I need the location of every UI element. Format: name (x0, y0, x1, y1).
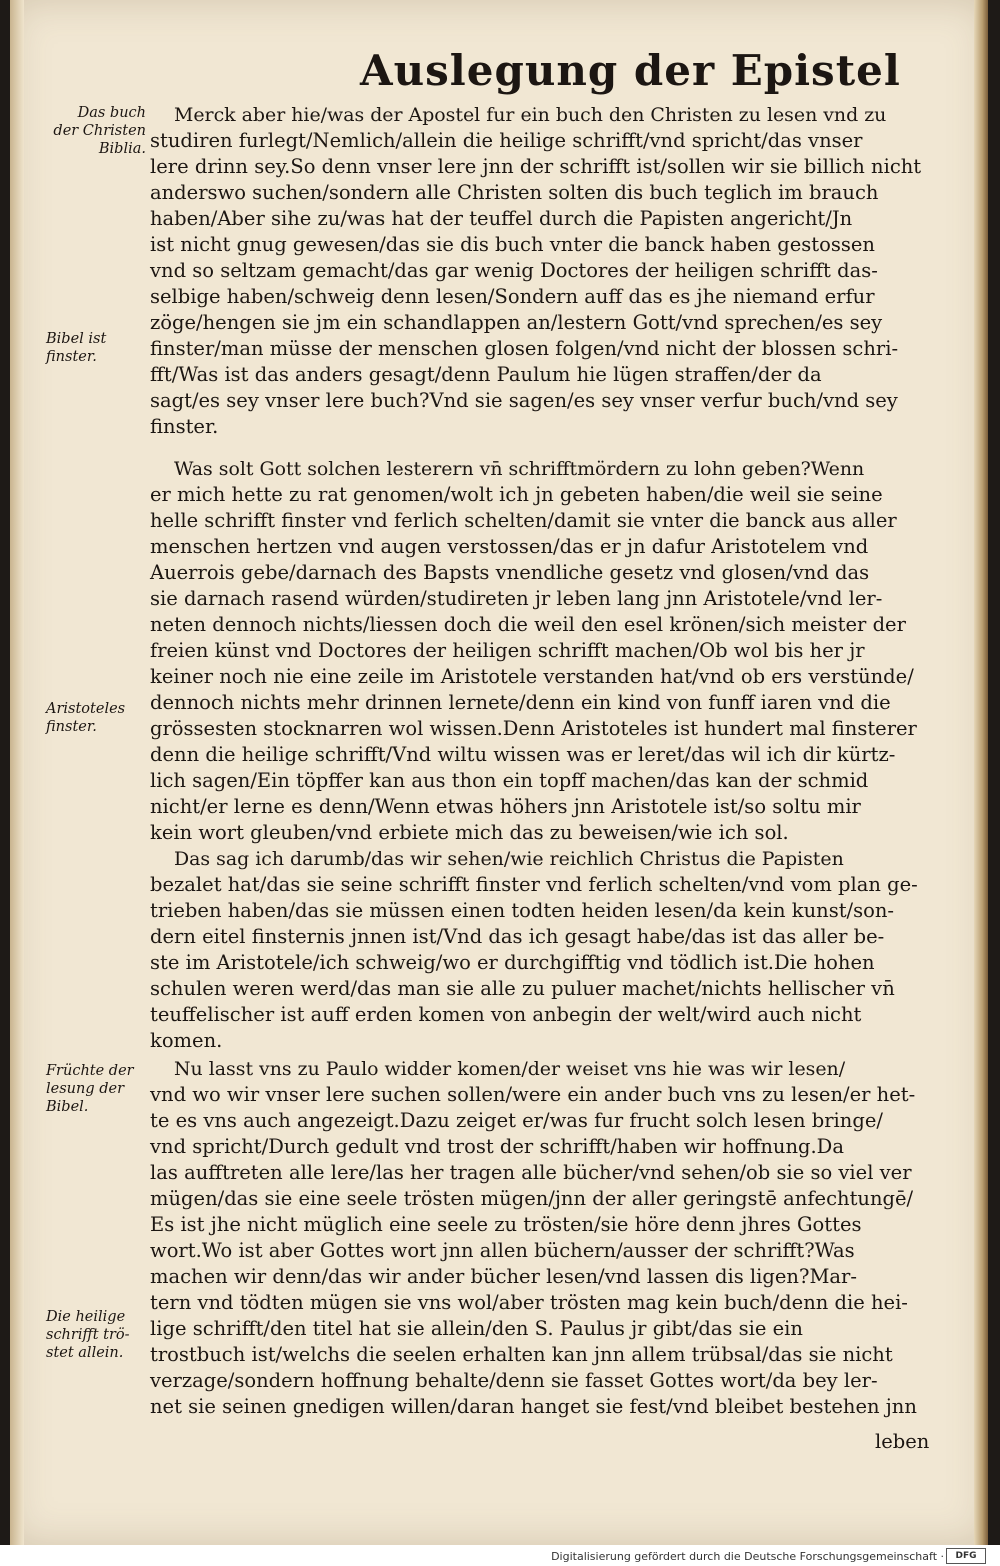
sidenote-aristotle (46, 700, 146, 736)
text-line: bezalet hat/das sie seine schrifft finster vnd ferlich schelten/vnd vom plan ge- (150, 873, 918, 896)
text-line: verzage/sondern hoffnung behalte/denn sie fasset Gottes wort/da bey ler- (150, 1369, 878, 1392)
text-line: finster. (150, 415, 219, 438)
text-line: schulen weren werd/das man sie alle zu puluer machet/nichts hellischer vn̄ (150, 977, 895, 1000)
text-line: keiner noch nie eine zeile im Aristotele verstanden hat/vnd ob ers verstünde/ (150, 665, 914, 688)
paragraph (150, 1056, 955, 1420)
text-line: vnd spricht/Durch gedult vnd trost der schrifft/haben wir hoffnung.Da (150, 1135, 844, 1158)
sidenote-line: Die heilige (46, 1309, 126, 1325)
sidenote-line: stet allein. (46, 1345, 124, 1361)
text-line: dern eitel finsternis jnnen ist/Vnd das ich gesagt habe/das ist das aller be- (150, 925, 885, 948)
page-gutter (10, 0, 24, 1545)
text-line: freien künst vnd Doctores der heiligen schrifft machen/Ob wol bis her jr (150, 639, 865, 662)
text-line: studiren furlegt/Nemlich/allein die heilige schrifft/vnd spricht/das vnser (150, 129, 863, 152)
text-line: machen wir denn/das wir ander bücher lesen/vnd lassen dis ligen?Mar- (150, 1265, 857, 1288)
text-line: haben/Aber sihe zu/was hat der teuffel durch die Papisten angericht/Jn (150, 207, 853, 230)
text-line: grössesten stocknarren wol wissen.Denn Aristoteles ist hundert mal finsterer (150, 717, 917, 740)
text-line: lige schrifft/den titel hat sie allein/den S. Paulus jr gibt/das sie ein (150, 1317, 803, 1340)
text-line: zöge/hengen sie jm ein schandlappen an/lestern Gott/vnd sprechen/es sey (150, 311, 883, 334)
sidenote-line: schrifft trö- (46, 1327, 130, 1343)
text-line: fft/Was ist das anders gesagt/denn Paulum hie lügen straffen/der da (150, 363, 822, 386)
text-line: finster/man müsse der menschen glosen folgen/vnd nicht der blossen schri- (150, 337, 899, 360)
text-line: sie darnach rasend würden/studireten jr leben lang jnn Aristotele/vnd ler- (150, 587, 883, 610)
sidenote-consolation (46, 1308, 146, 1362)
text-line: wort.Wo ist aber Gottes wort jnn allen büchern/ausser der schrifft?Was (150, 1239, 855, 1262)
text-line: Es ist jhe nicht müglich eine seele zu trösten/sie höre denn jhres Gottes (150, 1213, 862, 1236)
text-line: te es vns auch angezeigt.Dazu zeiget er/was fur frucht solch lesen bringe/ (150, 1109, 883, 1132)
text-line: vnd wo wir vnser lere suchen sollen/were ein ander buch vns zu lesen/er het- (150, 1083, 916, 1106)
text-line: net sie seinen gnedigen willen/daran hanget sie fest/vnd bleibet bestehen jnn (150, 1395, 917, 1418)
text-line: Was solt Gott solchen lesterern vn̄ schrifftmördern zu lohn geben?Wenn (174, 458, 865, 480)
text-line: er mich hette zu rat genomen/wolt ich jn gebeten haben/die weil sie seine (150, 483, 883, 506)
sidenote-line: finster. (46, 719, 97, 735)
dfg-logo: DFG (946, 1548, 986, 1564)
sidenote-line: Früchte der (46, 1063, 134, 1079)
text-line: teuffelischer ist auff erden komen von anbegin der welt/wird auch nicht (150, 1003, 862, 1026)
text-line: neten dennoch nichts/liessen doch die weil den esel krönen/sich meister der (150, 613, 906, 636)
text-line: denn die heilige schrifft/Vnd wiltu wissen was er leret/das wil ich dir kürtz- (150, 743, 896, 766)
text-line: trostbuch ist/welchs die seelen erhalten kan jnn allem trübsal/das sie nicht (150, 1343, 893, 1366)
text-line: las aufftreten alle lere/las her tragen alle bücher/vnd sehen/ob sie so viel ver (150, 1161, 912, 1184)
sidenote-bible-dark (46, 330, 146, 366)
text-line: Nu lasst vns zu Paulo widder komen/der weiset vns hie was wir lesen/ (174, 1058, 846, 1080)
text-line: sagt/es sey vnser lere buch?Vnd sie sagen/es sey vnser verfur buch/vnd sey (150, 389, 898, 412)
sidenote-line: Aristoteles (46, 701, 126, 717)
text-line: tern vnd tödten mügen sie vns wol/aber trösten mag kein buch/denn die hei- (150, 1291, 908, 1314)
page-edge (974, 0, 988, 1545)
sidenote-line: Das buch (77, 105, 146, 121)
running-head: Auslegung der Epistel (360, 46, 901, 95)
paragraph (150, 102, 955, 440)
text-line: ste im Aristotele/ich schweig/wo er durchgifftig vnd tödlich ist.Die hohen (150, 951, 875, 974)
sidenote-line: Biblia. (98, 141, 146, 157)
text-line: komen. (150, 1029, 223, 1052)
text-line: Das sag ich darumb/das wir sehen/wie reichlich Christus die Papisten (174, 848, 844, 870)
text-line: anderswo suchen/sondern alle Christen solten dis buch teglich im brauch (150, 181, 879, 204)
text-line: menschen hertzen vnd augen verstossen/das er jn dafur Aristotelem vnd (150, 535, 869, 558)
sidenote-line: Bibel ist (46, 331, 107, 347)
text-line: helle schrifft finster vnd ferlich schelten/damit sie vnter die banck aus aller (150, 509, 897, 532)
text-line: Auerrois gebe/darnach des Bapsts vnendliche gesetz vnd glosen/vnd das (150, 561, 870, 584)
sidenote-line: finster. (46, 349, 97, 365)
text-line: lich sagen/Ein töpffer kan aus thon ein topff machen/das kan der schmid (150, 769, 869, 792)
sidenote-bible (46, 104, 146, 158)
paragraph (150, 456, 955, 846)
text-line: nicht/er lerne es denn/Wenn etwas höhers jnn Aristotele ist/so soltu mir (150, 795, 861, 818)
text-line: dennoch nichts mehr drinnen lernete/denn ein kind von funff iaren vnd die (150, 691, 891, 714)
paragraph (150, 846, 955, 1054)
sidenote-line: lesung der (46, 1081, 125, 1097)
text-line: Merck aber hie/was der Apostel fur ein buch den Christen zu lesen vnd zu (174, 104, 887, 126)
text-line: kein wort gleuben/vnd erbiete mich das zu beweisen/wie ich sol. (150, 821, 789, 844)
text-line: ist nicht gnug gewesen/das sie dis buch vnter die banck haben gestossen (150, 233, 875, 256)
sidenote-line: Bibel. (46, 1099, 89, 1115)
text-line: trieben haben/das sie müssen einen todten heiden lesen/da kein kunst/son- (150, 899, 894, 922)
text-line: lere drinn sey.So denn vnser lere jnn der schrifft ist/sollen wir sie billich nicht (150, 155, 922, 178)
text-line: selbige haben/schweig denn lesen/Sondern auff das es jhe niemand erfur (150, 285, 875, 308)
sidenote-line: der Christen (53, 123, 146, 139)
sidenote-fruits (46, 1062, 146, 1116)
text-line: mügen/das sie eine seele trösten mügen/jnn der aller geringstē anfechtungē/ (150, 1187, 914, 1210)
text-line: vnd so seltzam gemacht/das gar wenig Doctores der heiligen schrifft das- (150, 259, 878, 282)
footer-credit: Digitalisierung gefördert durch die Deutsche Forschungsgemeinschaft · (551, 1550, 944, 1563)
catchword: leben (875, 1430, 930, 1453)
